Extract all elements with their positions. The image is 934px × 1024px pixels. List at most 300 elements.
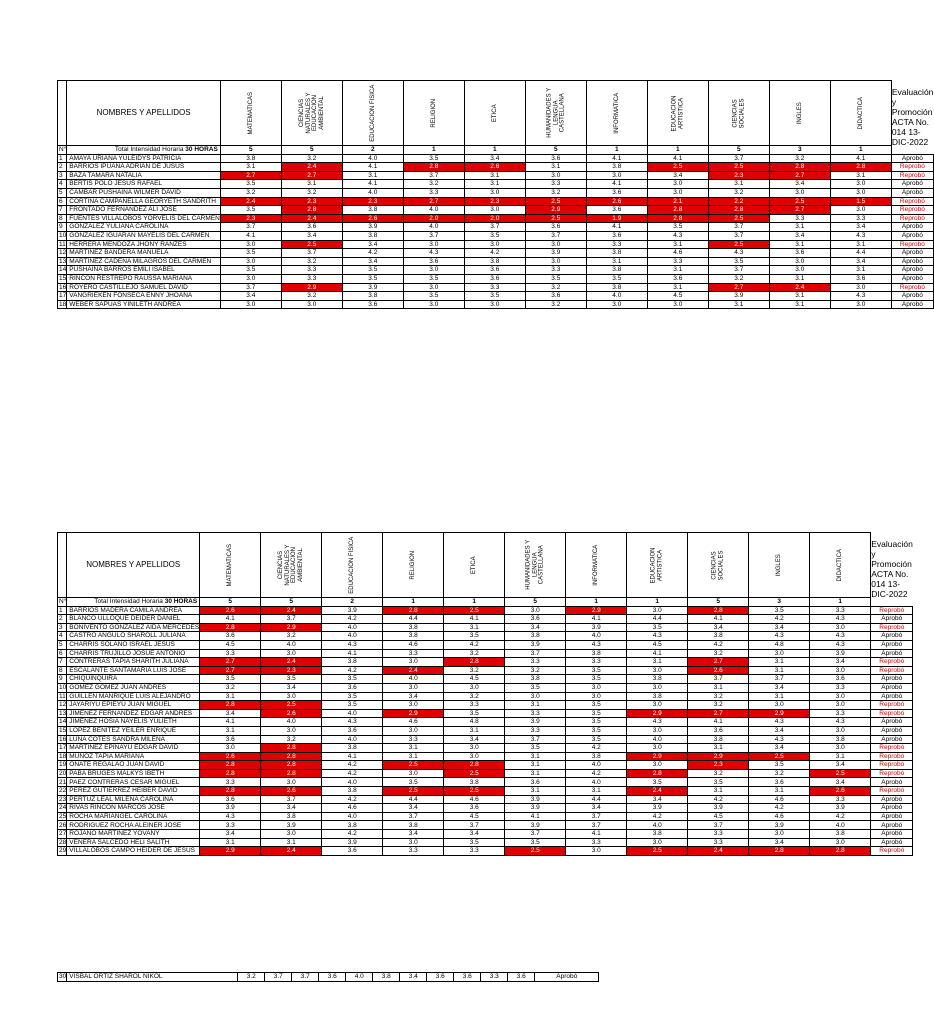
grade-cell: 3.0 xyxy=(830,188,891,197)
grade-cell: 3.0 xyxy=(383,701,444,710)
student-number: 30 xyxy=(59,973,67,981)
grade-cell: 3.1 xyxy=(505,752,566,761)
grade-cell: 4.6 xyxy=(322,804,383,813)
grade-cell: 3.8 xyxy=(586,283,647,292)
grade-cell: 3.6 xyxy=(342,300,403,309)
grade-cell: 3.1 xyxy=(830,266,891,275)
grade-cell: 3.5 xyxy=(566,709,627,718)
student-name: CASTRO ANGULO SHAROLL JULIANA xyxy=(67,632,200,641)
grade-cell: 3.9 xyxy=(342,223,403,232)
student-number: 12 xyxy=(59,249,67,257)
grade-cell: 3.1 xyxy=(830,240,891,249)
grade-cell: 2.7 xyxy=(688,709,749,718)
grade-cell: 3.6 xyxy=(810,675,871,684)
student-name: LOPEZ BENITEZ YEILER ENRIQUE xyxy=(67,726,200,735)
grade-cell: 3.6 xyxy=(281,223,342,232)
grade-cell: 3.5 xyxy=(322,675,383,684)
grade-cell: 2.8 xyxy=(261,752,322,761)
result-cell: Aprobó xyxy=(871,726,913,735)
result-cell: Reprobó xyxy=(891,163,933,172)
result-cell: Reprobó xyxy=(871,701,913,710)
grade-cell: 4.3 xyxy=(810,640,871,649)
grade-cell: 3.1 xyxy=(647,240,708,249)
grade-cell: 3.8 xyxy=(383,632,444,641)
grade-cell: 3.0 xyxy=(810,623,871,632)
grade-cell: 3.9 xyxy=(810,804,871,813)
grade-cell: 2.8 xyxy=(261,761,322,770)
grade-cell: 4.1 xyxy=(647,154,708,163)
grade-cell: 3.0 xyxy=(769,266,830,275)
grade-cell: 3.7 xyxy=(708,266,769,275)
grade-cell: 2.5 xyxy=(708,163,769,172)
subject-hours: 5 xyxy=(281,146,342,155)
grade-cell: 3.0 xyxy=(627,761,688,770)
grade-cell: 3.4 xyxy=(200,830,261,839)
grade-cell: 3.0 xyxy=(464,300,525,309)
grade-cell: 3.3 xyxy=(769,214,830,223)
result-cell: Reprobó xyxy=(871,623,913,632)
grade-cell: 3.2 xyxy=(238,973,265,982)
grade-cell: 3.0 xyxy=(220,257,281,266)
grade-cell: 3.7 xyxy=(708,154,769,163)
grade-cell: 3.7 xyxy=(749,675,810,684)
grade-cell: 2.8 xyxy=(647,206,708,215)
student-name: FRONTADO FERNANDEZ ALI JOSE xyxy=(67,206,221,215)
grade-cell: 3.5 xyxy=(444,838,505,847)
grade-cell: 3.3 xyxy=(200,778,261,787)
grade-cell: 2.6 xyxy=(688,666,749,675)
grade-cell: 2.9 xyxy=(261,623,322,632)
grade-cell: 3.3 xyxy=(810,683,871,692)
result-cell: Aprobó xyxy=(871,830,913,839)
grade-cell: 4.3 xyxy=(749,735,810,744)
grade-cell: 3.4 xyxy=(220,292,281,301)
grade-cell: 2.7 xyxy=(708,283,769,292)
subject-header-label: CIENCIAS SOCIALES xyxy=(711,550,725,581)
grade-cell: 3.8 xyxy=(322,821,383,830)
grade-cell: 2.6 xyxy=(464,163,525,172)
student-number: 8 xyxy=(58,666,67,675)
grade-cell: 4.1 xyxy=(444,615,505,624)
student-number: 9 xyxy=(58,675,67,684)
grade-cell: 2.6 xyxy=(200,752,261,761)
grade-cell: 4.2 xyxy=(322,666,383,675)
grade-cell: 3.1 xyxy=(444,623,505,632)
grade-cell: 3.0 xyxy=(627,666,688,675)
student-number: 5 xyxy=(58,640,67,649)
grade-cell: 3.0 xyxy=(261,830,322,839)
grade-cell: 2.8 xyxy=(281,206,342,215)
grade-cell: 3.1 xyxy=(505,787,566,796)
subject-header xyxy=(566,533,627,598)
grade-cell: 3.0 xyxy=(810,838,871,847)
student-row xyxy=(58,709,913,718)
grade-cell: 3.2 xyxy=(444,649,505,658)
grade-cell: 2.6 xyxy=(200,606,261,615)
student-name: CORTINA CAMPANELLA GEORYETH SANDRITH xyxy=(67,197,221,206)
grade-cell: 3.1 xyxy=(586,257,647,266)
student-row xyxy=(58,778,913,787)
grade-cell: 3.0 xyxy=(220,300,281,309)
grade-cell: 2.8 xyxy=(627,769,688,778)
student-number: 1 xyxy=(58,154,67,163)
result-cell: Reprobó xyxy=(871,761,913,770)
grade-cell: 3.8 xyxy=(383,821,444,830)
grade-cell: 3.0 xyxy=(200,744,261,753)
grade-cell: 3.0 xyxy=(220,274,281,283)
grade-cell: 2.6 xyxy=(342,214,403,223)
result-cell: Aprobó xyxy=(891,188,933,197)
student-name: GONZALEZ YULIANA CAROLINA xyxy=(67,223,221,232)
grade-cell: 2.6 xyxy=(261,709,322,718)
student-number: 26 xyxy=(59,821,67,829)
grade-sheet-1 xyxy=(57,80,934,309)
result-cell: Reprobó xyxy=(871,752,913,761)
grade-cell: 3.3 xyxy=(281,274,342,283)
result-cell: Aprobó xyxy=(871,735,913,744)
grade-cell: 3.2 xyxy=(261,632,322,641)
grade-cell: 3.0 xyxy=(810,701,871,710)
grade-cell: 3.5 xyxy=(322,701,383,710)
grade-cell: 3.0 xyxy=(810,666,871,675)
subject-header-label: HUMANIDADES Y LENGUA CASTELLANA xyxy=(546,88,566,138)
student-number: 10 xyxy=(59,232,67,240)
grade-cell: 4.3 xyxy=(810,632,871,641)
grade-cell: 2.8 xyxy=(647,214,708,223)
grade-cell: 2.9 xyxy=(383,709,444,718)
grade-cell: 3.0 xyxy=(749,830,810,839)
grade-cell: 3.0 xyxy=(566,847,627,856)
grade-cell: 3.1 xyxy=(383,752,444,761)
subject-hours: 5 xyxy=(708,146,769,155)
result-cell: Aprobó xyxy=(871,649,913,658)
student-name: RIVAS RINCON MARCOS JOSE xyxy=(67,804,200,813)
grade-cell: 3.2 xyxy=(444,692,505,701)
grade-cell: 2.8 xyxy=(200,701,261,710)
grade-cell: 3.7 xyxy=(265,973,292,982)
student-number: 14 xyxy=(59,266,67,274)
grade-cell: 4.3 xyxy=(708,249,769,258)
grade-cell: 4.1 xyxy=(586,223,647,232)
grade-cell: 3.1 xyxy=(383,744,444,753)
grade-cell: 3.6 xyxy=(508,973,535,982)
subject-header-label: RELIGION xyxy=(430,99,437,128)
grade-cell: 3.2 xyxy=(688,692,749,701)
student-row xyxy=(58,683,913,692)
student-name: AMAYA URIANA YULEIDYS PATRICIA xyxy=(67,154,221,163)
subject-header xyxy=(281,81,342,146)
result-cell: Reprobó xyxy=(891,197,933,206)
student-name: GONZALEZ IGUARAN MAYELIS DEL CARMEN xyxy=(67,231,221,240)
student-name: WEBER SAPUAS YINILETH ANDREA xyxy=(67,300,221,309)
subject-header-label: CIENCIAS SOCIALES xyxy=(732,98,745,129)
grade-cell: 4.0 xyxy=(261,640,322,649)
grade-cell: 2.7 xyxy=(200,658,261,667)
grade-cell: 2.7 xyxy=(769,171,830,180)
grade-cell: 3.0 xyxy=(525,171,586,180)
subject-header xyxy=(220,81,281,146)
grade-cell: 3.6 xyxy=(200,632,261,641)
grade-cell: 2.4 xyxy=(383,666,444,675)
student-row xyxy=(58,692,913,701)
grade-cell: 2.5 xyxy=(261,701,322,710)
student-name: OÑATE REGALAO JUAN DAVID xyxy=(67,761,200,770)
grade-cell: 2.5 xyxy=(525,197,586,206)
grade-cell: 3.9 xyxy=(505,821,566,830)
grade-cell: 3.3 xyxy=(525,266,586,275)
grade-cell: 3.8 xyxy=(322,658,383,667)
grade-cell: 2.9 xyxy=(627,752,688,761)
grade-cell: 4.4 xyxy=(627,615,688,624)
grade-cell: 3.8 xyxy=(566,649,627,658)
grade-cell: 2.8 xyxy=(830,163,891,172)
student-row xyxy=(58,623,913,632)
grade-cell: 3.9 xyxy=(261,821,322,830)
student-number: 15 xyxy=(59,727,67,734)
grade-cell: 3.0 xyxy=(627,701,688,710)
grade-cell: 3.5 xyxy=(505,683,566,692)
student-number: 8 xyxy=(58,214,67,223)
grade-cell: 3.0 xyxy=(383,769,444,778)
grade-cell: 2.9 xyxy=(200,847,261,856)
grade-cell: 2.8 xyxy=(403,163,464,172)
grade-cell: 3.7 xyxy=(292,973,319,982)
grade-cell: 4.6 xyxy=(647,249,708,258)
grade-cell: 3.0 xyxy=(830,283,891,292)
student-name: RODRIGUEZ ROCHA ALEINER JOSE xyxy=(67,821,200,830)
grade-cell: 2.8 xyxy=(200,787,261,796)
grade-cell: 3.4 xyxy=(400,973,427,982)
grade-cell: 3.0 xyxy=(830,180,891,189)
subject-header-label: EDUCACION FISICA xyxy=(348,537,355,595)
student-row xyxy=(58,761,913,770)
grade-cell: 2.7 xyxy=(281,171,342,180)
grade-cell: 3.4 xyxy=(444,735,505,744)
grade-cell: 3.4 xyxy=(261,804,322,813)
grade-cell: 4.2 xyxy=(322,761,383,770)
grade-cell: 3.3 xyxy=(688,830,749,839)
grade-cell: 3.1 xyxy=(830,171,891,180)
grade-cell: 3.5 xyxy=(525,274,586,283)
student-row xyxy=(58,197,934,206)
grade-cell: 3.3 xyxy=(444,847,505,856)
grade-cell: 4.1 xyxy=(322,649,383,658)
grade-cell: 3.3 xyxy=(566,838,627,847)
grade-cell: 3.2 xyxy=(688,701,749,710)
grade-cell: 3.5 xyxy=(403,274,464,283)
grade-cell: 3.0 xyxy=(525,240,586,249)
grade-cell: 3.4 xyxy=(383,804,444,813)
student-row xyxy=(58,266,934,275)
student-number: 18 xyxy=(59,752,67,760)
grade-cell: 2.8 xyxy=(810,847,871,856)
grade-cell: 2.8 xyxy=(444,761,505,770)
grade-cell: 3.3 xyxy=(647,257,708,266)
grade-cell: 3.6 xyxy=(647,274,708,283)
grade-cell: 2.5 xyxy=(525,214,586,223)
grade-cell: 4.3 xyxy=(810,718,871,727)
grade-cell: 2.9 xyxy=(525,206,586,215)
grade-cell: 3.2 xyxy=(769,154,830,163)
subject-header xyxy=(322,533,383,598)
student-row xyxy=(58,231,934,240)
grade-cell: 3.0 xyxy=(464,240,525,249)
grade-cell: 2.9 xyxy=(688,752,749,761)
student-row xyxy=(58,180,934,189)
subject-hours: 1 xyxy=(627,598,688,607)
student-number: 11 xyxy=(59,240,66,248)
result-cell: Aprobó xyxy=(871,632,913,641)
grade-cell: 3.8 xyxy=(627,692,688,701)
student-row xyxy=(58,163,934,172)
grade-cell: 3.8 xyxy=(342,231,403,240)
grade-cell: 3.9 xyxy=(505,640,566,649)
grade-cell: 4.0 xyxy=(322,778,383,787)
student-name: CONTRERAS TAPIA SHARITH JULIANA xyxy=(67,658,200,667)
grade-cell: 3.0 xyxy=(444,744,505,753)
grade-cell: 2.5 xyxy=(708,214,769,223)
grade-cell: 3.0 xyxy=(627,606,688,615)
grade-cell: 3.6 xyxy=(525,292,586,301)
student-number: 18 xyxy=(59,300,67,308)
student-name: ROYERO CASTILLEJO SAMUEL DAVID xyxy=(67,283,221,292)
grade-cell: 4.0 xyxy=(566,778,627,787)
student-name: BERTIS POLO JESUS RAFAEL xyxy=(67,180,221,189)
grade-cell: 3.1 xyxy=(769,274,830,283)
grade-cell: 3.0 xyxy=(383,726,444,735)
grade-cell: 3.3 xyxy=(444,701,505,710)
grade-cell: 3.1 xyxy=(749,658,810,667)
grade-cell: 2.5 xyxy=(383,761,444,770)
grade-cell: 4.3 xyxy=(749,718,810,727)
grade-cell: 3.1 xyxy=(200,726,261,735)
grade-cell: 3.5 xyxy=(220,206,281,215)
grade-cell: 2.1 xyxy=(647,197,708,206)
student-name: MUÑOZ TAPIA MARIANA xyxy=(67,752,200,761)
grade-cell: 4.2 xyxy=(688,640,749,649)
grade-cell: 3.8 xyxy=(342,292,403,301)
grade-cell: 4.1 xyxy=(586,180,647,189)
student-row xyxy=(58,171,934,180)
student-name: CHARRIS SOLANO ISRAEL JESUS xyxy=(67,640,200,649)
subject-header xyxy=(749,533,810,598)
student-row xyxy=(58,973,599,982)
student-name: PERTUZ LEAL MILENA CAROLINA xyxy=(67,795,200,804)
grade-cell: 3.5 xyxy=(220,249,281,258)
grade-cell: 3.4 xyxy=(627,795,688,804)
intensity-total: 30 HORAS xyxy=(185,146,218,154)
student-name: VANGRIEKEN FONSECA ENNY JHOANA xyxy=(67,292,221,301)
grade-cell: 3.1 xyxy=(281,180,342,189)
subject-hours: 1 xyxy=(810,598,871,607)
student-row xyxy=(58,847,913,856)
grade-cell: 2.3 xyxy=(220,214,281,223)
grade-cell: 3.0 xyxy=(383,683,444,692)
student-row xyxy=(58,701,913,710)
grade-cell: 3.4 xyxy=(749,838,810,847)
grade-cell: 3.1 xyxy=(464,180,525,189)
student-name: CAMBAR PUSHAINA WILMER DAVID xyxy=(67,188,221,197)
grade-cell: 2.8 xyxy=(383,606,444,615)
grade-cell: 3.9 xyxy=(505,804,566,813)
grade-cell: 3.2 xyxy=(403,180,464,189)
grade-cell: 3.8 xyxy=(373,973,400,982)
grade-cell: 3.4 xyxy=(749,744,810,753)
student-row xyxy=(58,632,913,641)
student-number: 6 xyxy=(58,197,67,206)
student-number: 27 xyxy=(59,830,67,838)
grade-cell: 4.2 xyxy=(749,804,810,813)
student-name: PUSHAINA BARROS EMILI ISABEL xyxy=(67,266,221,275)
grade-cell: 4.3 xyxy=(749,632,810,641)
subject-hours: 3 xyxy=(749,598,810,607)
grade-cell: 3.5 xyxy=(708,257,769,266)
student-row xyxy=(58,300,934,309)
grade-cell: 4.3 xyxy=(322,640,383,649)
grade-cell: 4.2 xyxy=(322,795,383,804)
grade-cell: 4.5 xyxy=(688,812,749,821)
grade-cell: 3.4 xyxy=(749,683,810,692)
student-row xyxy=(58,649,913,658)
grade-cell: 3.6 xyxy=(403,257,464,266)
result-cell: Aprobó xyxy=(891,257,933,266)
subject-hours: 5 xyxy=(220,146,281,155)
student-number: 16 xyxy=(59,283,67,291)
grade-cell: 3.2 xyxy=(688,649,749,658)
grade-cell: 4.0 xyxy=(322,632,383,641)
subject-hours: 1 xyxy=(464,146,525,155)
grade-cell: 3.0 xyxy=(444,683,505,692)
grade-cell: 3.4 xyxy=(383,692,444,701)
grade-cell: 4.4 xyxy=(566,795,627,804)
grade-cell: 3.3 xyxy=(586,240,647,249)
result-cell: Reprobó xyxy=(891,240,933,249)
student-name: CHIQUINQUIRA xyxy=(67,675,200,684)
grade-cell: 3.8 xyxy=(444,778,505,787)
grade-cell: 3.6 xyxy=(319,973,346,982)
grade-cell: 3.1 xyxy=(749,666,810,675)
grade-cell: 2.6 xyxy=(261,787,322,796)
grade-cell: 3.0 xyxy=(627,726,688,735)
grade-cell: 3.2 xyxy=(281,292,342,301)
grade-cell: 3.5 xyxy=(403,292,464,301)
grade-cell: 3.4 xyxy=(505,623,566,632)
grade-cell: 2.4 xyxy=(281,214,342,223)
grade-cell: 3.6 xyxy=(830,274,891,283)
grade-cell: 3.2 xyxy=(525,300,586,309)
grade-cell: 2.5 xyxy=(647,163,708,172)
grade-cell: 3.0 xyxy=(586,171,647,180)
header-blank xyxy=(58,81,67,146)
grade-cell: 3.1 xyxy=(647,266,708,275)
subject-header xyxy=(525,81,586,146)
subject-header-label: DIDACTICA xyxy=(857,97,864,130)
grade-cell: 3.4 xyxy=(749,623,810,632)
grade-cell: 2.3 xyxy=(261,666,322,675)
grade-cell: 3.1 xyxy=(688,787,749,796)
grade-cell: 3.0 xyxy=(403,283,464,292)
student-number: 13 xyxy=(59,709,67,717)
grade-cell: 3.1 xyxy=(566,787,627,796)
grade-cell: 3.5 xyxy=(383,778,444,787)
grade-cell: 2.8 xyxy=(708,206,769,215)
grade-cell: 3.3 xyxy=(481,973,508,982)
grade-cell: 3.6 xyxy=(525,223,586,232)
grade-cell: 4.6 xyxy=(444,795,505,804)
grade-cell: 3.1 xyxy=(688,744,749,753)
result-cell: Aprobó xyxy=(871,718,913,727)
grade-cell: 4.2 xyxy=(322,769,383,778)
